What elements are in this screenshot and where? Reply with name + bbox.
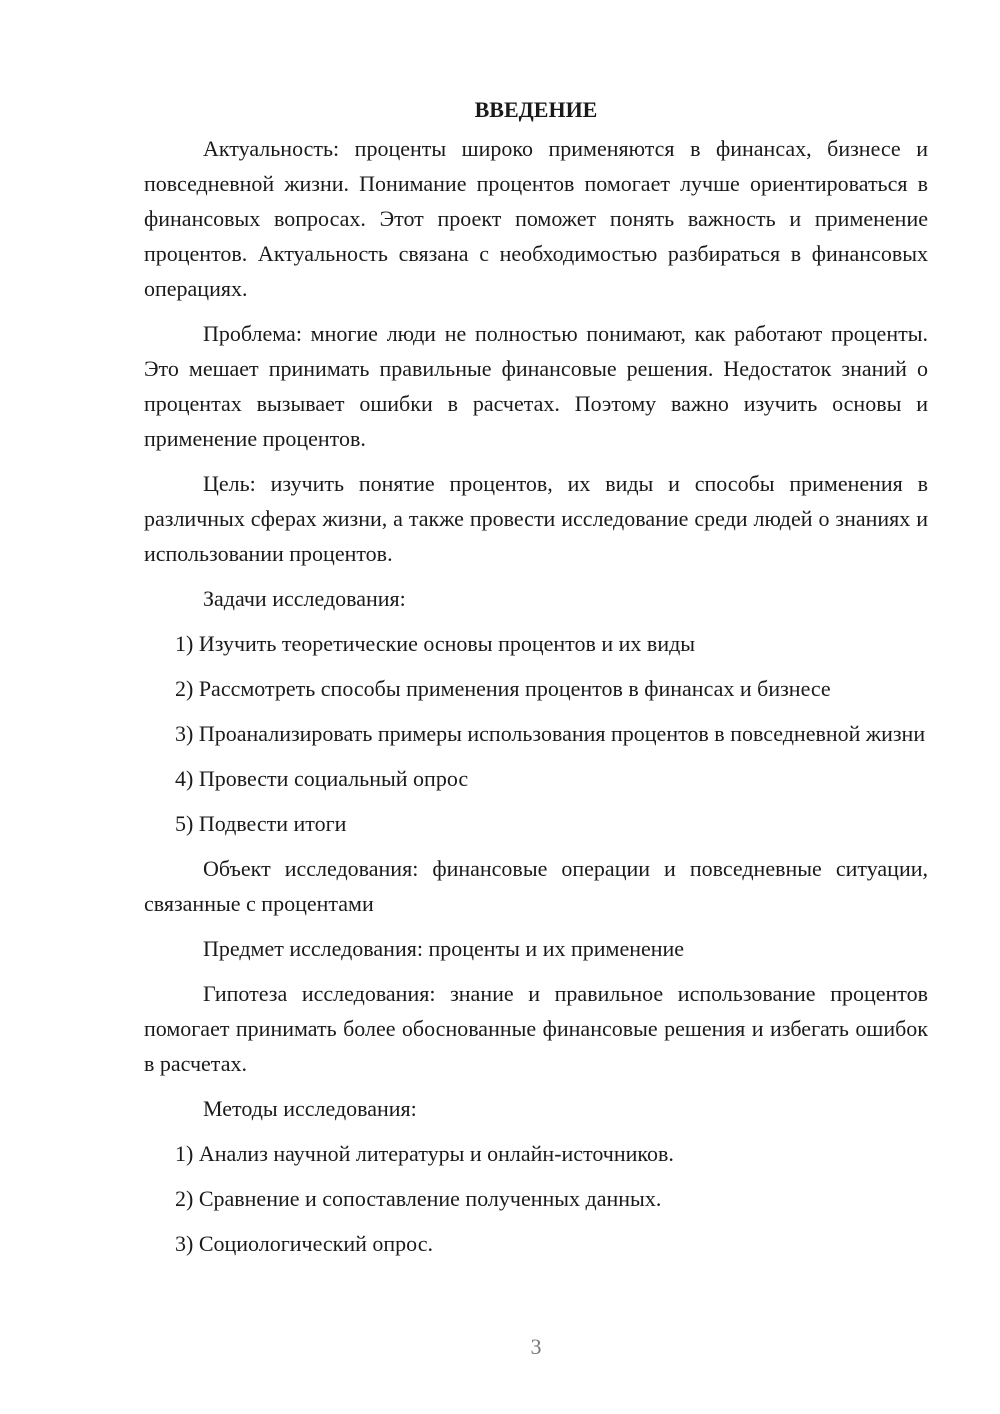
problem-paragraph: Проблема: многие люди не полностью понимают, как работают проценты. Это мешает принимать правильные финансовые решения. Недостаток знаний о процентах вызывает ошибки в расчетах. Поэтому важно изучить основы и применение процентов. xyxy=(144,321,928,451)
hypothesis-paragraph: Гипотеза исследования: знание и правильное использование процентов помогает принимать более обоснованные финансовые решения и избегать ошибок в расчетах. xyxy=(144,981,928,1076)
document-page xyxy=(144,92,928,1271)
task-item: 2) Рассмотреть способы применения процентов в финансах и бизнесе xyxy=(175,676,831,701)
relevance-paragraph: Актуальность: проценты широко применяются в финансах, бизнесе и повседневной жизни. Понимание процентов помогает лучше ориентироваться в финансовых вопросах. Этот проект поможет понять важность и применение процентов. Актуальность связана с необходимостью разбираться в финансовых операциях. xyxy=(144,136,928,301)
object-paragraph: Объект исследования: финансовые операции и повседневные ситуации, связанные с процентами xyxy=(144,856,928,916)
task-item: 3) Проанализировать примеры использования процентов в повседневной жизни xyxy=(175,721,926,746)
goal-paragraph: Цель: изучить понятие процентов, их виды и способы применения в различных сферах жизни, а также провести исследование среди людей о знаниях и использовании процентов. xyxy=(144,471,928,566)
method-item: 1) Анализ научной литературы и онлайн-источников. xyxy=(175,1141,674,1166)
page-title: ВВЕДЕНИЕ xyxy=(474,97,598,122)
task-item: 4) Провести социальный опрос xyxy=(175,766,469,791)
subject-paragraph: Предмет исследования: проценты и их применение xyxy=(203,936,685,961)
methods-heading: Методы исследования: xyxy=(203,1096,417,1121)
task-item: 5) Подвести итоги xyxy=(175,811,347,836)
tasks-heading: Задачи исследования: xyxy=(203,586,406,611)
task-item: 1) Изучить теоретические основы процентов и их виды xyxy=(175,631,696,656)
method-item: 2) Сравнение и сопоставление полученных данных. xyxy=(175,1186,662,1211)
page-number: 3 xyxy=(530,1334,542,1359)
method-item: 3) Социологический опрос. xyxy=(175,1231,433,1256)
